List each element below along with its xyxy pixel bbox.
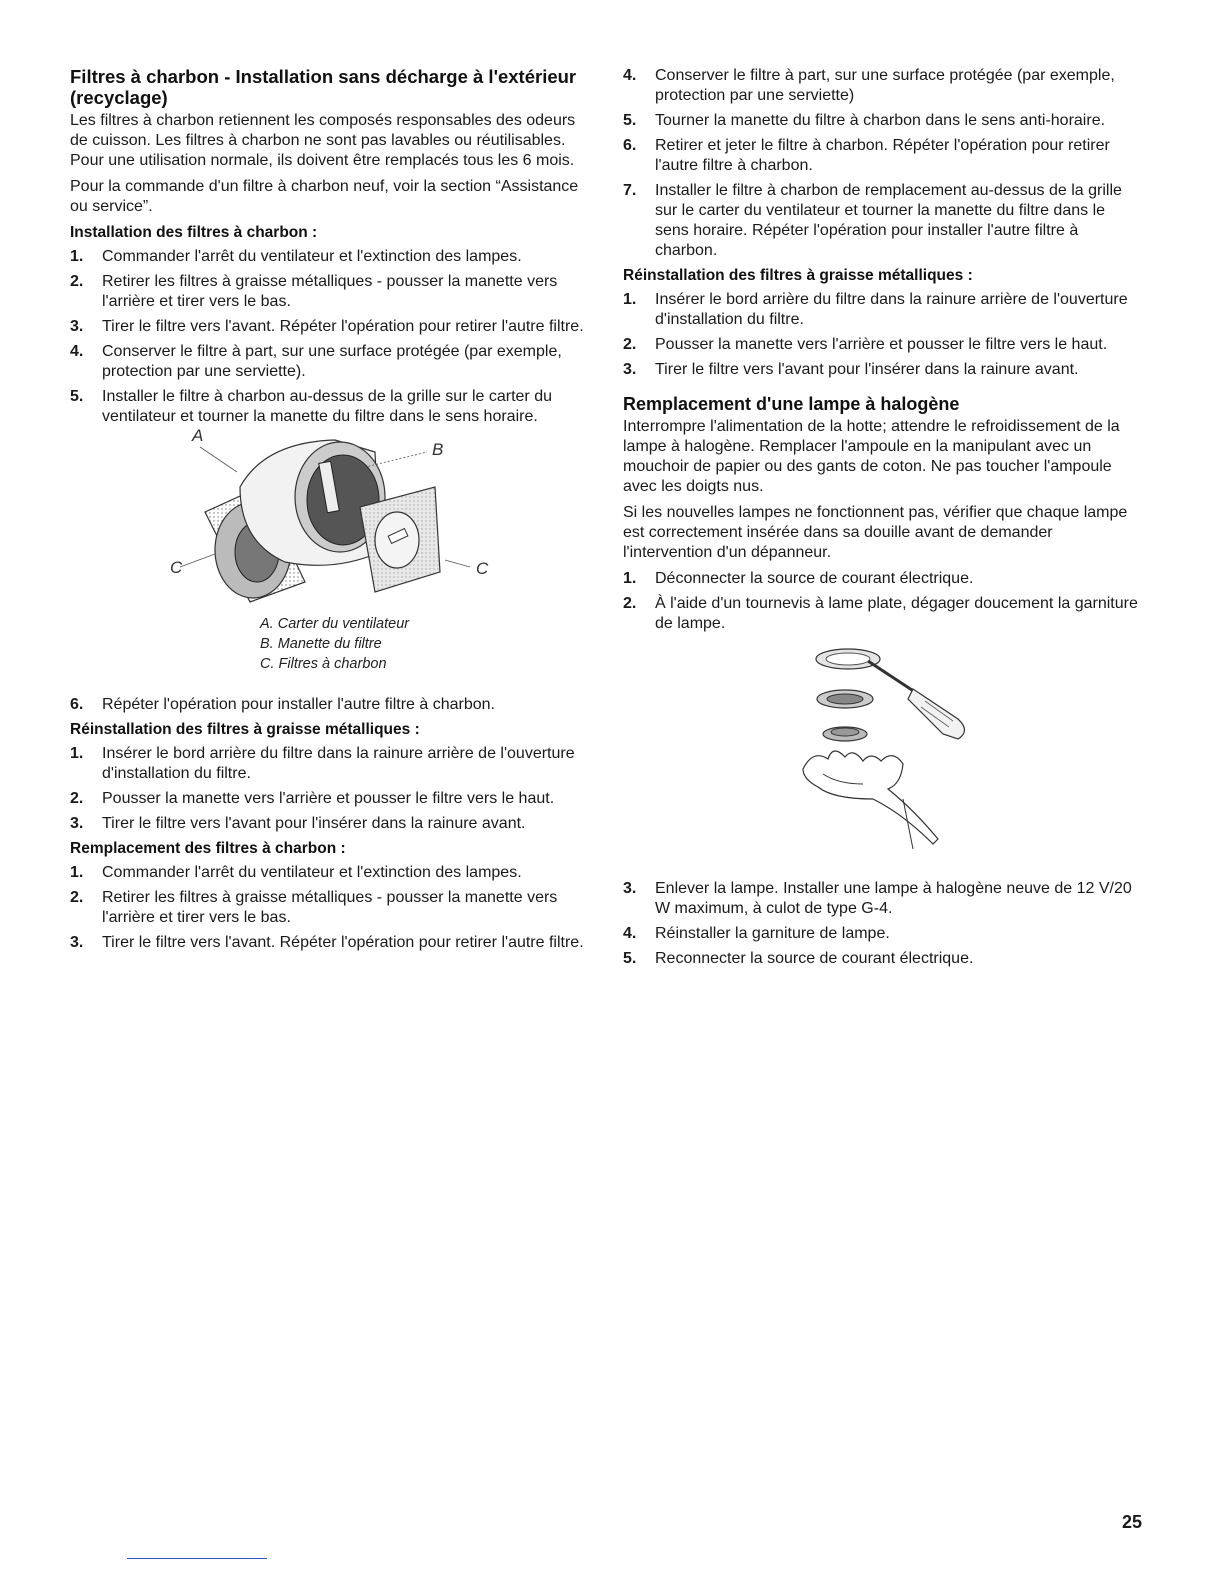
list-item: 2. Pousser la manette vers l'arrière et pousser le filtre vers le haut. [623, 336, 1108, 353]
charcoal-filter-figure [70, 426, 585, 687]
list-item: 1. Commander l'arrêt du ventilateur et l'extinction des lampes. [70, 864, 522, 881]
reinstall-steps [623, 290, 1143, 380]
page-number: 25 [1121, 1512, 1142, 1532]
figure-caption [70, 614, 585, 674]
replace-heading: Remplacement des filtres à charbon : [70, 840, 346, 857]
replace-steps [70, 863, 585, 953]
list-item: 4. Réinstaller la garniture de lampe. [623, 925, 890, 942]
reinstall-heading: Réinstallation des filtres à graisse métalliques : [70, 721, 420, 738]
lamp-steps-a [623, 569, 1143, 634]
lamp-paragraph-1: Interrompre l'alimentation de la hotte; attendre le refroidissement de la lampe à halogène. Remplacer l'ampoule en la manipulant avec un mouchoir de papier ou des gants de coton. Ne pas toucher l'ampoule avec les doigts nus. [623, 418, 1120, 495]
caption-a: A. Carter du ventilateur [260, 616, 410, 632]
right-column [623, 66, 1143, 974]
list-item: 6. Retirer et jeter le filtre à charbon. Répéter l'opération pour retirer l'autre filtre à charbon. [623, 137, 1110, 174]
lamp-steps-b [623, 879, 1143, 969]
halogen-lamp-figure [623, 639, 1143, 871]
list-item: 2. À l'aide d'un tournevis à lame plate, dégager doucement la garniture de lampe. [623, 595, 1138, 632]
list-item: 3. Tirer le filtre vers l'avant. Répéter l'opération pour retirer l'autre filtre. [70, 934, 584, 951]
list-item: 2. Pousser la manette vers l'arrière et pousser le filtre vers le haut. [70, 790, 555, 807]
left-column [70, 66, 585, 958]
list-item: 6. Répéter l'opération pour installer l'autre filtre à charbon. [70, 696, 495, 713]
list-item: 7. Installer le filtre à charbon de remplacement au-dessus de la grille sur le carter du ventilateur et tourner la manette du filtre dans le sens horaire. Répéter l'opération pour installer l'autre filtre à charbon. [623, 182, 1122, 259]
list-item: 1. Insérer le bord arrière du filtre dans la rainure arrière de l'ouverture d'installation du filtre. [623, 291, 1128, 328]
list-item: 1. Commander l'arrêt du ventilateur et l'extinction des lampes. [70, 248, 522, 265]
figure-label-b: B [432, 440, 444, 459]
section-title: Filtres à charbon - Installation sans décharge à l'extérieur (recyclage) [70, 66, 577, 108]
caption-c: C. Filtres à charbon [260, 656, 387, 672]
list-item: 1. Déconnecter la source de courant électrique. [623, 570, 974, 587]
list-item: 3. Tirer le filtre vers l'avant pour l'insérer dans la rainure avant. [623, 361, 1079, 378]
figure-label-c-left: C [170, 558, 183, 577]
list-item: 2. Retirer les filtres à graisse métalliques - pousser la manette vers l'arrière et tirer vers le bas. [70, 273, 558, 310]
lamp-paragraph-2: Si les nouvelles lampes ne fonctionnent pas, vérifier que chaque lampe est correctement insérée dans sa douille avant de demander l'intervention d'un dépanneur. [623, 504, 1128, 561]
list-item: 5. Installer le filtre à charbon au-dessus de la grille sur le carter du ventilateur et tourner la manette du filtre dans le sens horaire. [70, 388, 552, 425]
reinstall-heading: Réinstallation des filtres à graisse métalliques : [623, 267, 973, 284]
list-item: 3. Tirer le filtre vers l'avant. Répéter l'opération pour retirer l'autre filtre. [70, 318, 584, 335]
figure-label-a: A [192, 426, 204, 445]
fan-housing-illustration [165, 432, 495, 612]
list-item: 4. Conserver le filtre à part, sur une surface protégée (par exemple, protection par une serviette) [623, 67, 1115, 104]
list-item: 1. Insérer le bord arrière du filtre dans la rainure arrière de l'ouverture d'installation du filtre. [70, 745, 575, 782]
install-step-6 [70, 695, 585, 715]
list-item: 3. Enlever la lampe. Installer une lampe à halogène neuve de 12 V/20 W maximum, à culot de type G-4. [623, 880, 1132, 917]
list-item: 2. Retirer les filtres à graisse métalliques - pousser la manette vers l'arrière et tirer vers le bas. [70, 889, 558, 926]
lamp-replacement-illustration [793, 639, 993, 859]
reinstall-steps [70, 744, 585, 834]
caption-b: B. Manette du filtre [260, 636, 382, 652]
order-paragraph: Pour la commande d'un filtre à charbon neuf, voir la section “Assistance ou service”. [70, 178, 579, 215]
list-item: 4. Conserver le filtre à part, sur une surface protégée (par exemple, protection par une serviette). [70, 343, 562, 380]
figure-label-c-right: C [476, 559, 489, 578]
intro-paragraph: Les filtres à charbon retiennent les composés responsables des odeurs de cuisson. Les filtres à charbon ne sont pas lavables ou réutilisables. Pour une utilisation normale, ils doivent être remplacés tous les 6 mois. [70, 112, 576, 169]
list-item: 3. Tirer le filtre vers l'avant pour l'insérer dans la rainure avant. [70, 815, 526, 832]
list-item: 5. Tourner la manette du filtre à charbon dans le sens anti-horaire. [623, 112, 1106, 129]
replace-steps-continued [623, 66, 1143, 261]
install-heading: Installation des filtres à charbon : [70, 224, 318, 241]
lamp-section-title: Remplacement d'une lampe à halogène [623, 394, 960, 414]
install-steps [70, 247, 585, 427]
footer-divider [127, 1558, 267, 1559]
list-item: 5. Reconnecter la source de courant électrique. [623, 950, 974, 967]
